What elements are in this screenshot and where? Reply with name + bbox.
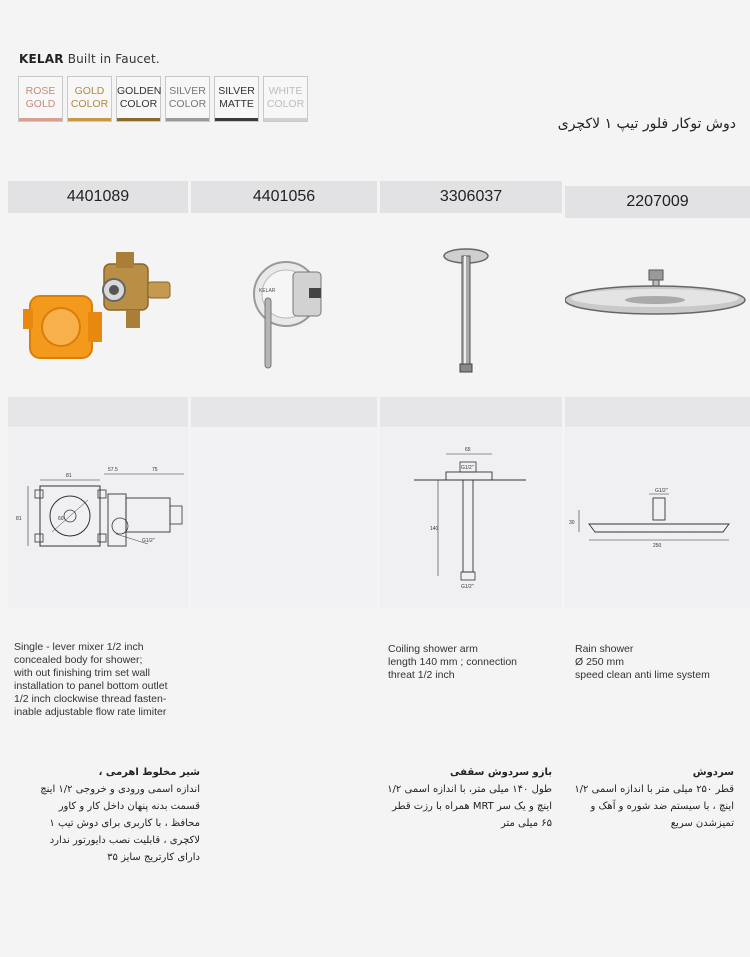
color-swatch-label: [68, 85, 111, 111]
color-swatch-bar: [117, 118, 160, 121]
brand-line: [19, 52, 160, 66]
product-code: 3306037: [439, 188, 503, 205]
description-fa-body: قطر ۲۵۰ میلی متر با اندازه اسمی ۱/۲ اینچ ، با سیستم ضد شوره و آهک و تمیزشدن سریع: [574, 784, 734, 829]
description-fa-title: سردوش: [692, 767, 734, 778]
separator-band: [191, 397, 377, 427]
product-code: 4401056: [252, 188, 316, 205]
color-swatch: [18, 76, 63, 122]
dim-label: G1/2": [461, 584, 474, 590]
persian-title: دوش توکار فلور تیپ ۱ لاکچری: [557, 116, 736, 132]
technical-drawing-mixer: [8, 428, 188, 608]
product-code: 2207009: [626, 193, 689, 210]
product-image-mixer: [8, 214, 188, 397]
color-swatch-line1: SILVER: [218, 85, 255, 97]
color-swatch-line2: MATTE: [219, 98, 254, 110]
color-swatch-line2: COLOR: [119, 98, 158, 110]
color-swatch-label: [117, 85, 160, 111]
color-swatch-line1: GOLDEN: [117, 85, 162, 97]
product-code-header-1: [8, 181, 188, 213]
brand-name: KELAR: [19, 52, 64, 66]
product-image-rain-shower: [565, 214, 750, 397]
product-image-arm: [380, 214, 562, 397]
technical-drawing-rain-shower: [565, 428, 750, 608]
color-swatch-label: [19, 85, 62, 111]
color-swatches: [18, 76, 308, 122]
technical-drawing-empty: [191, 428, 377, 608]
separator-band: [380, 397, 562, 427]
color-swatch-label: [166, 85, 209, 111]
description-fa-body: طول ۱۴۰ میلی متر، با اندازه اسمی ۱/۲ اینچ و یک سر MRT همراه با رزت قطر ۶۵ میلی متر: [387, 784, 552, 829]
color-swatch: [263, 76, 308, 122]
separator-band: [8, 397, 188, 427]
color-swatch-bar: [68, 118, 111, 121]
color-swatch-line1: SILVER: [169, 85, 206, 97]
color-swatch-label: [215, 85, 258, 111]
color-swatch-line2: COLOR: [168, 98, 207, 110]
product-code-header-3: [380, 181, 562, 213]
dim-label: 140: [430, 526, 439, 532]
color-swatch-line2: COLOR: [266, 98, 305, 110]
description-fa-title: شیر مخلوط اهرمی ،: [98, 767, 200, 778]
dim-label: 30: [569, 520, 575, 526]
description-en-arm: Coiling shower arm length 140 mm ; connection threat 1/2 inch: [388, 643, 517, 681]
brand-subtitle: Built in Faucet.: [67, 52, 160, 66]
color-swatch-bar: [264, 118, 307, 121]
color-swatch-line1: WHITE: [268, 85, 303, 97]
color-swatch-line1: GOLD: [74, 85, 105, 97]
color-swatch-bar: [215, 118, 258, 121]
dim-label: 81: [16, 516, 22, 522]
dim-label: G1/2": [655, 488, 668, 494]
description-fa-body: اندازه اسمی ورودی و خروجی ۱/۲ اینچ قسمت بدنه پنهان داخل کار و کاور محافظ ، با کاربری برای دوش تیپ ۱ لاکچری ، قابلیت نصب دایورتور ندارد دارای کارتریج سایز ۳۵: [40, 784, 200, 863]
dim-label: 250: [653, 543, 662, 549]
description-fa-mixer: [8, 764, 200, 866]
description-en-rain-shower: Rain shower Ø 250 mm speed clean anti lime system: [575, 643, 710, 681]
dim-label: 60: [58, 516, 64, 522]
color-swatch: [116, 76, 161, 122]
color-swatch-label: [264, 85, 307, 111]
product-code: 4401089: [66, 188, 130, 205]
color-swatch: [165, 76, 210, 122]
technical-drawing-arm: [380, 428, 562, 608]
description-en-mixer: Single - lever mixer 1/2 inch concealed body for shower; with out finishing trim set wall installation to panel bottom outlet 1/2 inch clockwise thread fasten- inable adjustable flow rate limiter: [14, 641, 168, 718]
color-swatch-line2: COLOR: [70, 98, 109, 110]
dim-label: G1/2": [461, 465, 474, 471]
dim-label: G1/2": [142, 538, 155, 544]
description-fa-arm: [380, 764, 552, 832]
color-swatch: [214, 76, 259, 122]
dim-label: 57.5: [108, 467, 118, 473]
color-swatch-line1: ROSE: [25, 85, 56, 97]
separator-band: [565, 397, 750, 427]
dim-label: 75: [152, 467, 158, 473]
dim-label: 81: [66, 473, 72, 479]
svg-text:KELAR: KELAR: [259, 288, 276, 294]
dim-label: 65: [465, 447, 471, 453]
product-code-header-2: [191, 181, 377, 213]
color-swatch-bar: [19, 118, 62, 121]
description-fa-rain-shower: [560, 764, 734, 832]
color-swatch: [67, 76, 112, 122]
description-fa-title: بازو سردوش سقفی: [450, 767, 552, 778]
color-swatch-line2: GOLD: [25, 98, 56, 110]
product-image-lever: [191, 214, 377, 397]
color-swatch-bar: [166, 118, 209, 121]
